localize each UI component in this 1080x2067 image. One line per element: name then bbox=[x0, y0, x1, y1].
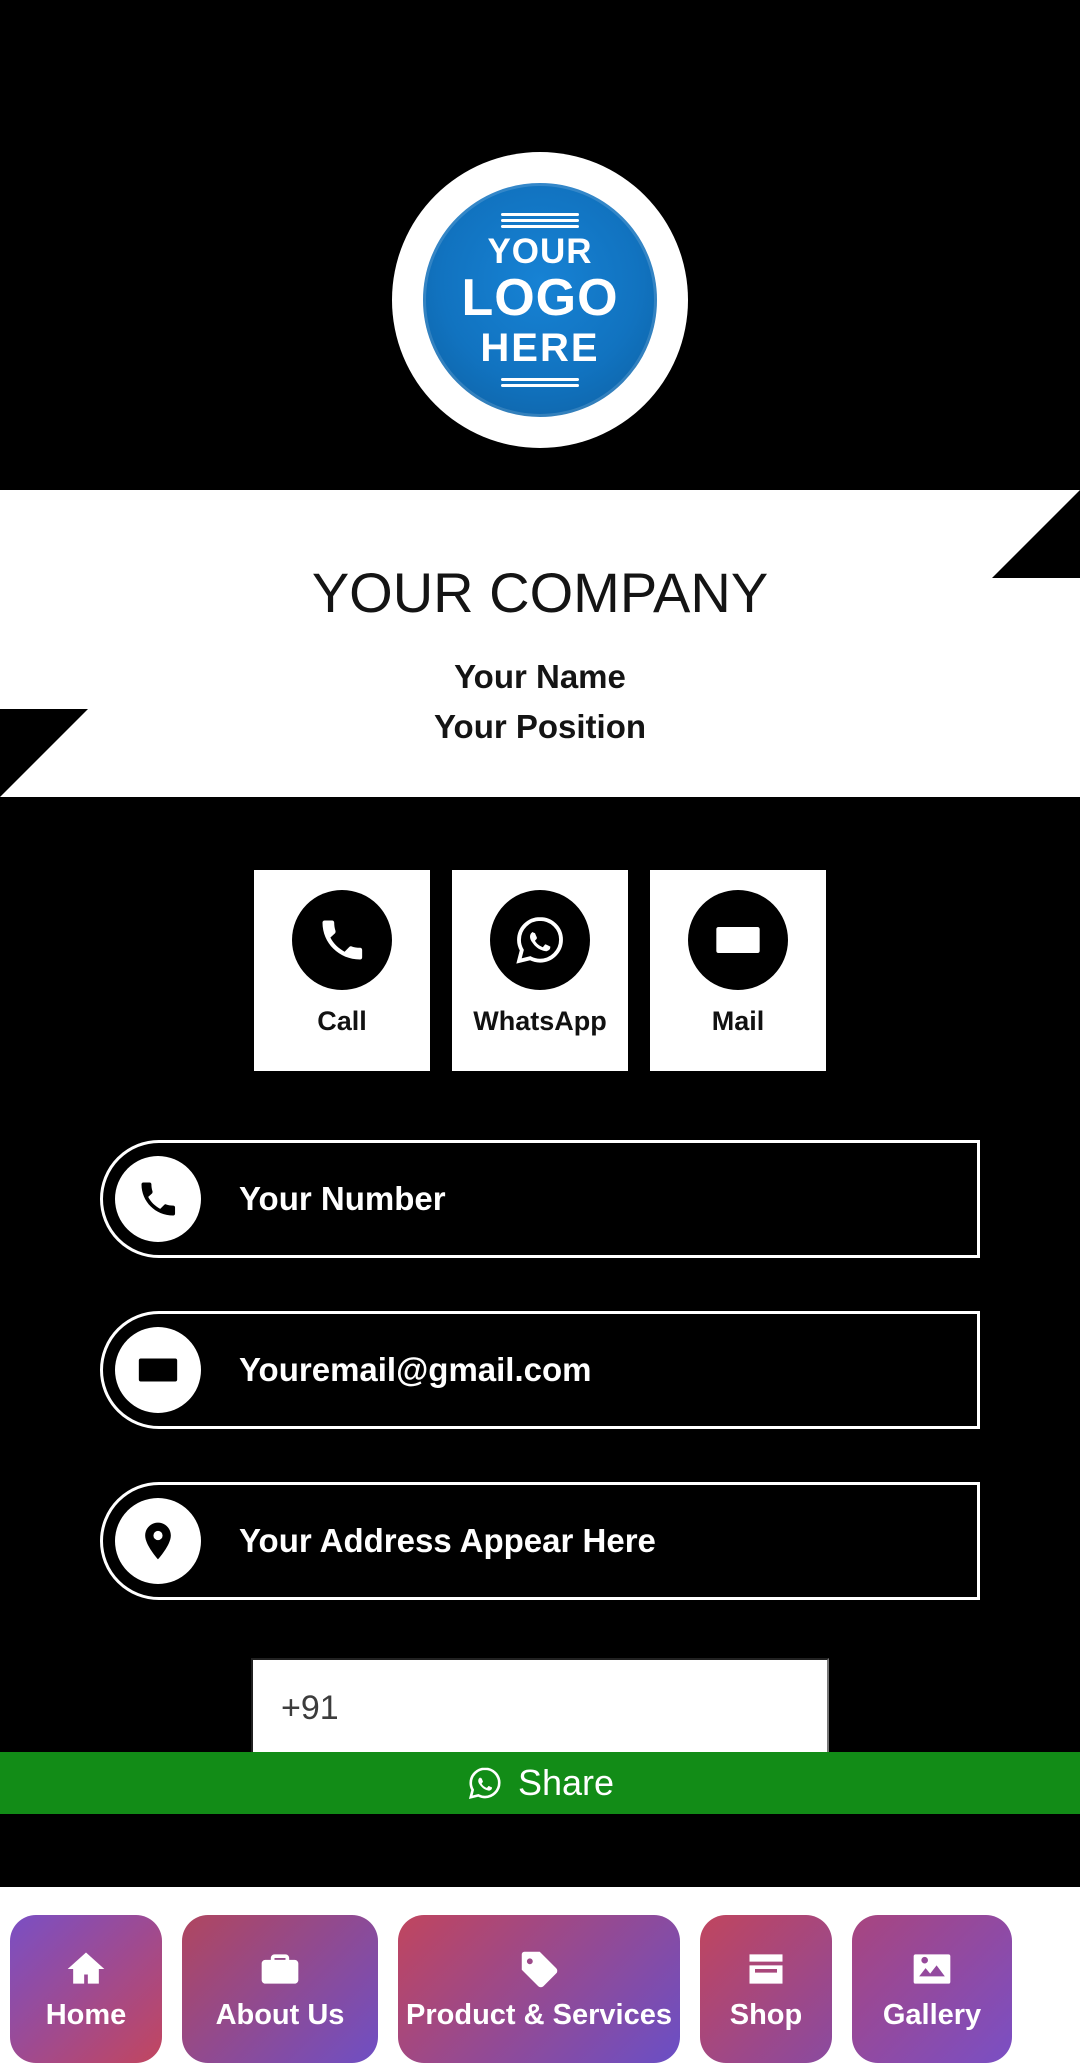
phone-icon bbox=[115, 1156, 201, 1242]
logo-line-1: YOUR bbox=[487, 232, 593, 272]
logo-bottom-bars-icon bbox=[501, 378, 579, 387]
briefcase-icon bbox=[258, 1947, 302, 1991]
company-logo bbox=[392, 152, 688, 448]
logo-top-bars-icon bbox=[501, 213, 579, 228]
nav-item-about-us[interactable] bbox=[182, 1915, 378, 2063]
nav-item-home[interactable] bbox=[10, 1915, 162, 2063]
whatsapp-tile-label: WhatsApp bbox=[473, 1006, 607, 1036]
logo-line-2: LOGO bbox=[461, 269, 619, 328]
whatsapp-icon bbox=[466, 1764, 504, 1802]
location-pin-icon bbox=[115, 1498, 201, 1584]
nav-item-shop[interactable] bbox=[700, 1915, 832, 2063]
share-button-label: Share bbox=[517, 1762, 615, 1803]
share-button[interactable] bbox=[0, 1752, 1080, 1814]
company-name: YOUR COMPANY bbox=[311, 561, 769, 624]
contact-row-phone[interactable] bbox=[100, 1140, 980, 1258]
contact-phone-label: Your Number bbox=[239, 1180, 446, 1217]
store-icon bbox=[744, 1947, 788, 1991]
mail-tile-label: Mail bbox=[711, 1006, 765, 1036]
mail-icon bbox=[115, 1327, 201, 1413]
company-info-band bbox=[0, 490, 1080, 797]
person-position: Your Position bbox=[433, 708, 647, 745]
header-section bbox=[0, 0, 1080, 490]
nav-item-home-label: Home bbox=[45, 1998, 127, 2031]
contact-row-email[interactable] bbox=[100, 1311, 980, 1429]
nav-item-about-us-label: About Us bbox=[215, 1998, 345, 2031]
call-tile[interactable] bbox=[254, 870, 430, 1071]
mail-icon bbox=[688, 890, 788, 990]
call-tile-label: Call bbox=[317, 1006, 367, 1036]
mail-tile[interactable] bbox=[650, 870, 826, 1071]
phone-icon bbox=[292, 890, 392, 990]
whatsapp-tile[interactable] bbox=[452, 870, 628, 1071]
whatsapp-icon bbox=[490, 890, 590, 990]
contact-address-label: Your Address Appear Here bbox=[239, 1522, 656, 1559]
quick-action-tiles bbox=[0, 870, 1080, 1071]
logo-line-3: HERE bbox=[480, 325, 600, 370]
image-icon bbox=[910, 1947, 954, 1991]
nav-item-product-services[interactable] bbox=[398, 1915, 680, 2063]
nav-item-gallery[interactable] bbox=[852, 1915, 1012, 2063]
nav-item-shop-label: Shop bbox=[729, 1998, 803, 2031]
phone-number-input[interactable] bbox=[251, 1658, 829, 1758]
bottom-navigation bbox=[0, 1887, 1080, 2067]
contact-email-label: Youremail@gmail.com bbox=[239, 1351, 592, 1388]
contact-row-address[interactable] bbox=[100, 1482, 980, 1600]
nav-item-gallery-label: Gallery bbox=[882, 1998, 982, 2031]
person-name: Your Name bbox=[454, 658, 626, 695]
tag-icon bbox=[517, 1947, 561, 1991]
home-icon bbox=[64, 1947, 108, 1991]
nav-item-product-services-label: Product & Services bbox=[406, 1998, 672, 2031]
logo-badge bbox=[417, 177, 663, 423]
